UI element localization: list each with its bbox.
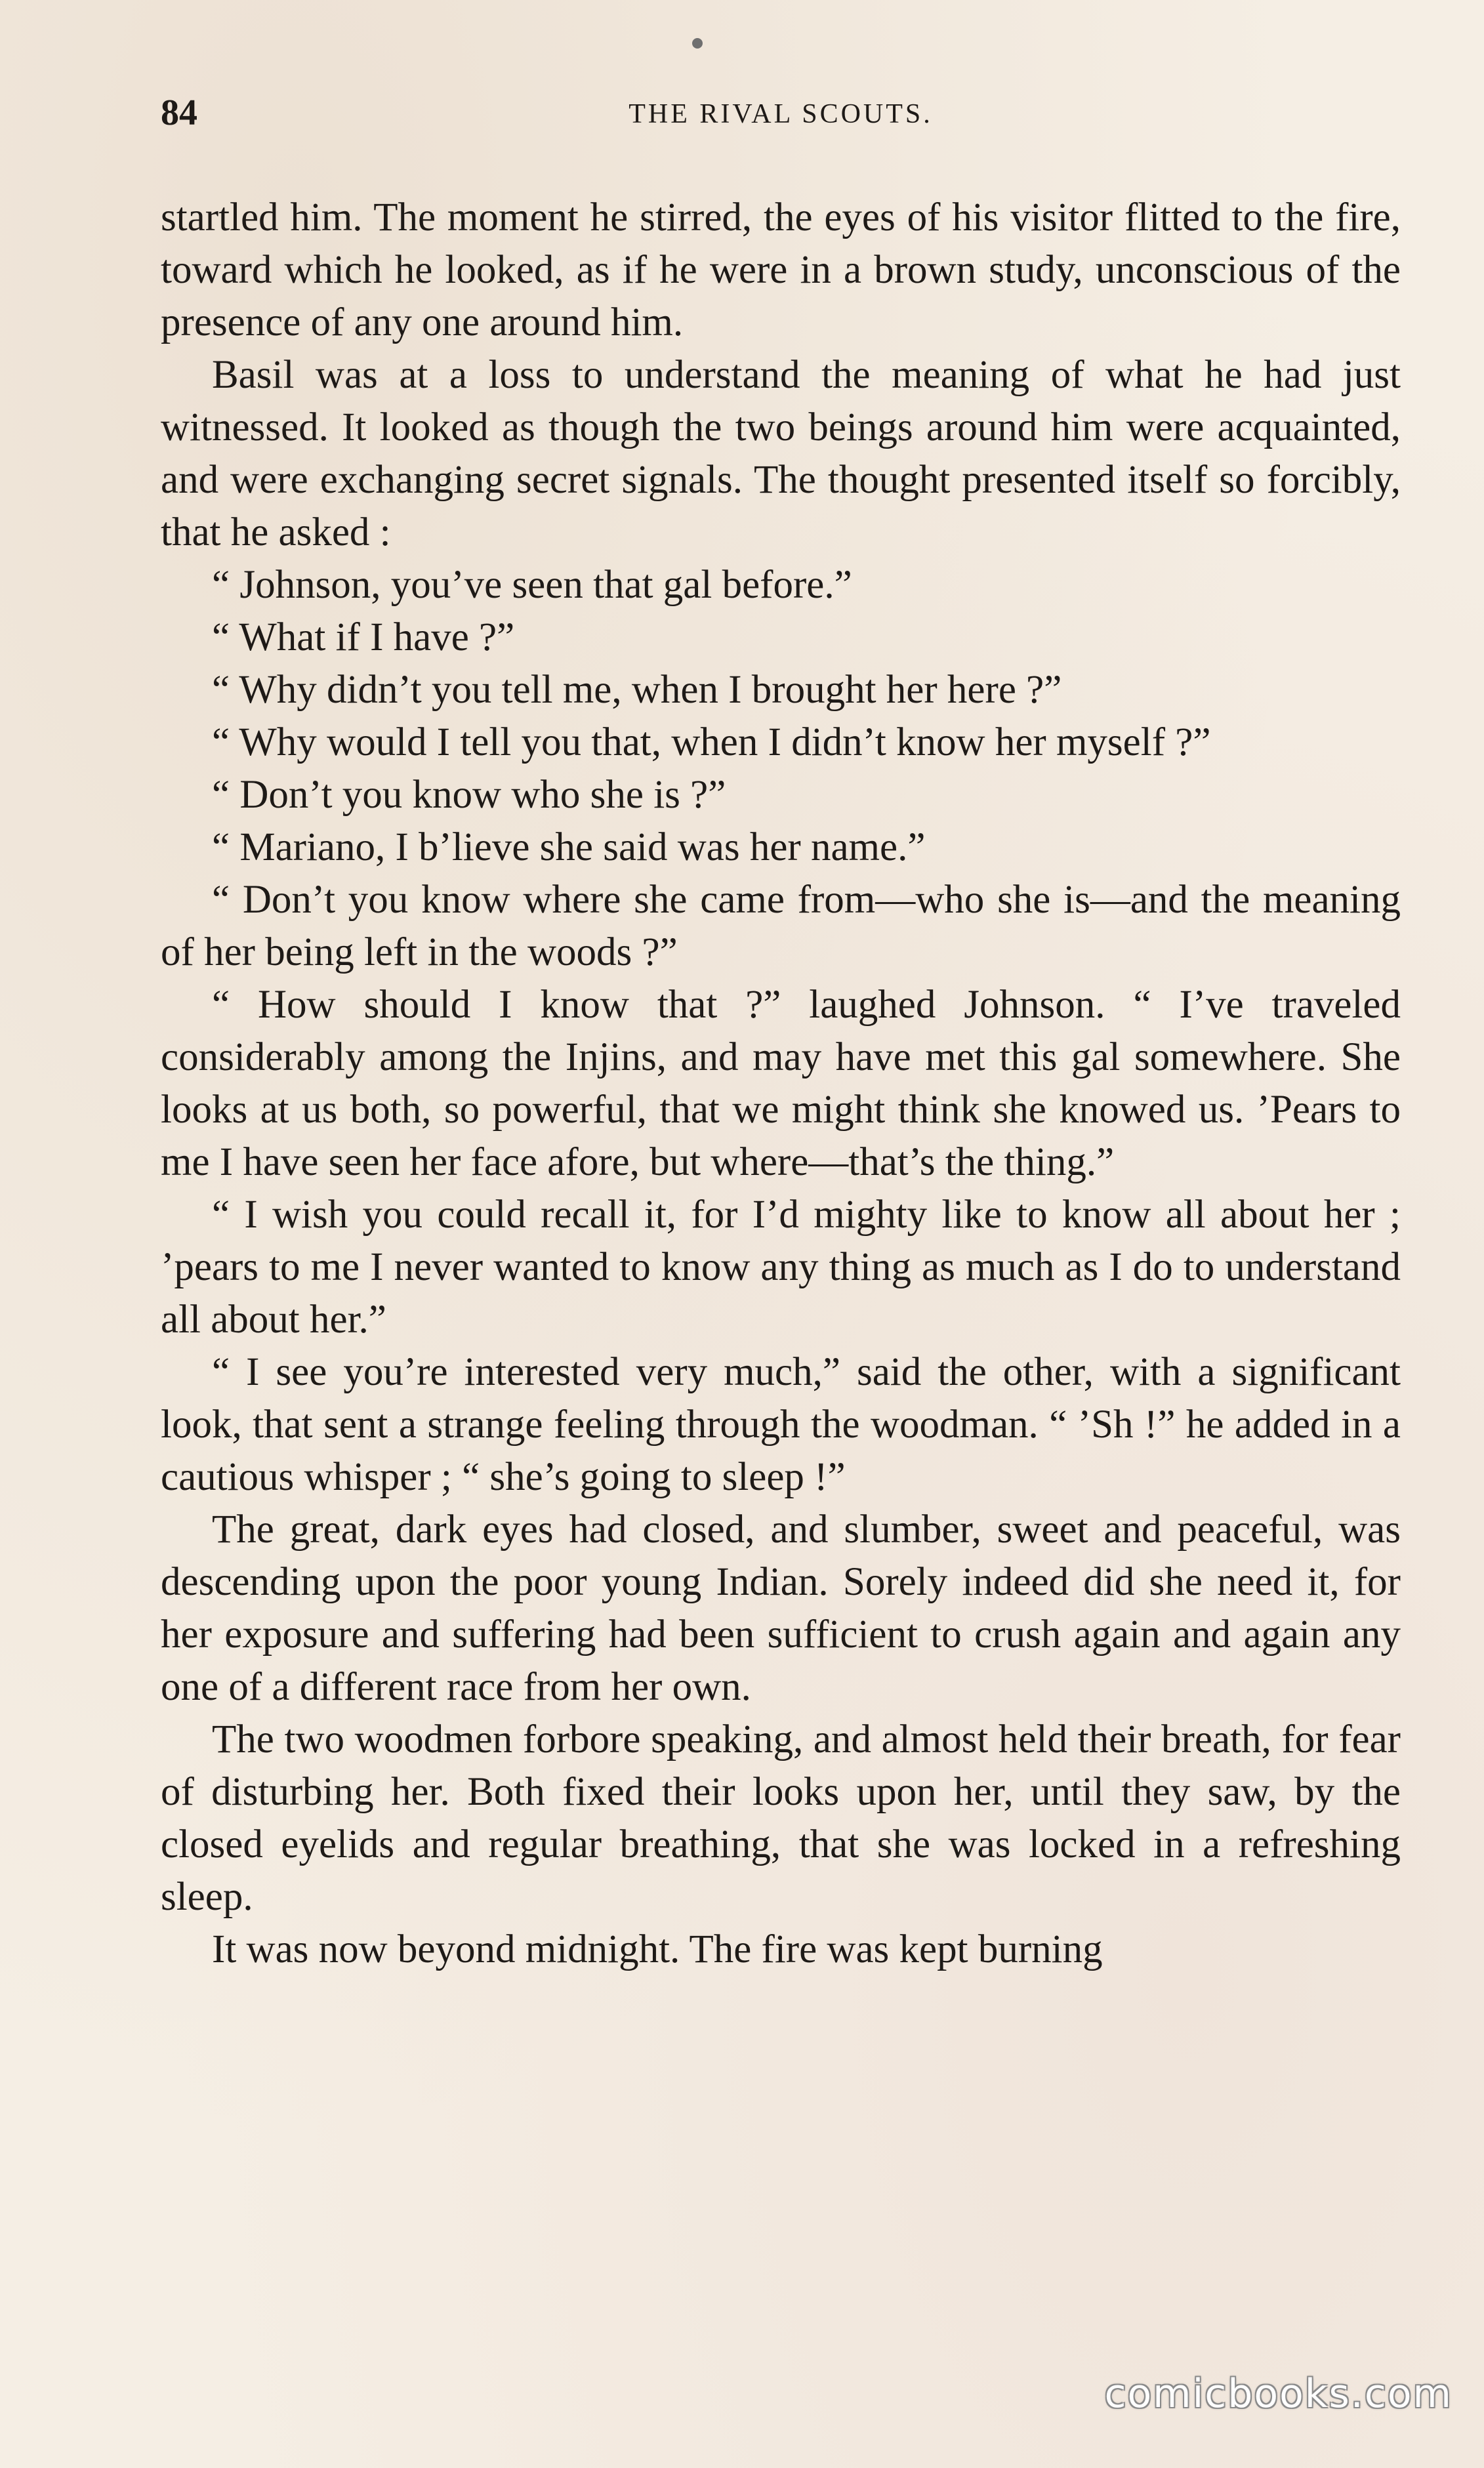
paragraph-11: “ I wish you could recall it, for I’d mighty like to know all about her ; ’pears to me I never wanted to know any thing as much as I do to understand all about her.” <box>161 1193 1401 1342</box>
paragraph-8: “ Mariano, I b’lieve she said was her name.” <box>212 825 926 869</box>
page-number: 84 <box>161 93 197 133</box>
paragraph-3: “ Johnson, you’ve seen that gal before.” <box>212 563 852 607</box>
page-header <box>161 92 1401 144</box>
paragraph-2: Basil was at a loss to understand the meaning of what he had just witnessed. It looked as though the two beings around him were acquainted, and were exchanging secret signals. The thought presented itself so forcibly, that he asked : <box>161 353 1401 554</box>
running-head: THE RIVAL SCOUTS. <box>629 99 933 129</box>
paragraph-12: “ I see you’re interested very much,” said the other, with a significant look, that sent a strange feeling through the woodman. “ ’Sh !” he added in a cautious whisper ; “ she’s going to sleep !” <box>161 1350 1401 1499</box>
watermark: comicbooks.com <box>1104 2371 1453 2417</box>
paragraph-15: It was now beyond midnight. The fire was kept burning <box>212 1927 1103 1971</box>
paragraph-13: The great, dark eyes had closed, and slumber, sweet and peaceful, was descending upon the poor young Indian. Sorely indeed did she need it, for her exposure and suffering had been sufficient to crush again and again any one of a different race from her own. <box>161 1508 1401 1709</box>
body-text <box>161 192 1401 1976</box>
paragraph-6: “ Why would I tell you that, when I didn’t know her myself ?” <box>212 720 1211 764</box>
paragraph-4: “ What if I have ?” <box>212 615 515 659</box>
paragraph-10: “ How should I know that ?” laughed Johnson. “ I’ve traveled considerably among the Injins, and may have met this gal somewhere. She looks at us both, so powerful, that we might think she knowed us. ’Pears to me I have seen her face afore, but where—that’s the thing.” <box>161 983 1401 1184</box>
paragraph-1: startled him. The moment he stirred, the eyes of his visitor flitted to the fire, toward which he looked, as if he were in a brown study, unconscious of the presence of any one around him. <box>161 195 1401 344</box>
paragraph-9: “ Don’t you know where she came from—who she is—and the meaning of her being left in the woods ?” <box>161 878 1401 974</box>
ink-dot <box>692 38 703 49</box>
paragraph-5: “ Why didn’t you tell me, when I brought her here ?” <box>212 668 1062 712</box>
paragraph-7: “ Don’t you know who she is ?” <box>212 773 726 817</box>
paragraph-14: The two woodmen forbore speaking, and almost held their breath, for fear of disturbing her. Both fixed their looks upon her, until they saw, by the closed eyelids and regular breathing, that she was locked in a refreshing sleep. <box>161 1717 1401 1919</box>
